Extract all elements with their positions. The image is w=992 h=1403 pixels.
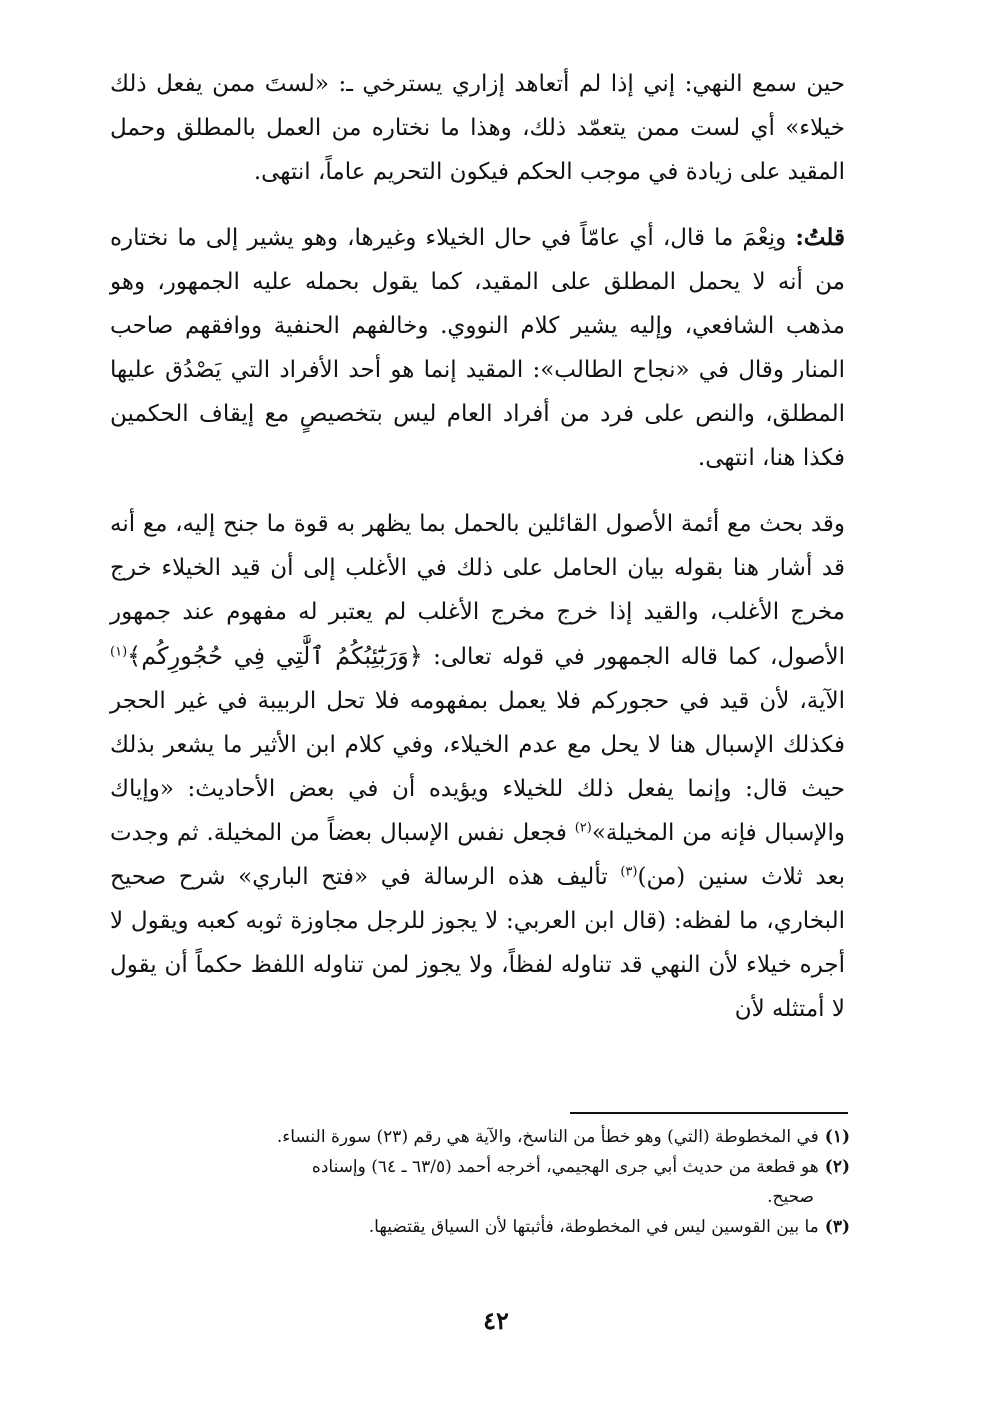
footnote-separator [570, 1112, 848, 1114]
footnote-1-number: (١) [824, 1127, 850, 1147]
footnote-ref-2: (٢) [574, 820, 592, 836]
paragraph-3-part-1: وقد بحث مع أئمة الأصول القائلين بالحمل بما يظهر به قوة ما جنح إليه، مع أنه قد أشار هنا بقوله بيان الحامل على ذلك في الأغلب إلى أن قيد الخيلاء خرج مخرج الأغلب، والقيد إذا خرج مخرج الأغلب لم يعتبر له مفهوم عند جمهور الأصول، كما قاله الجمهور في قوله تعالى: [110, 511, 845, 670]
paragraph-3-part-3: فجعل نفس الإسبال بعضاً من المخيلة. ثم وجدت بعد ثلاث سنين (من) [110, 820, 846, 890]
paragraph-1: حين سمع النهي: إني إذا لم أتعاهد إزاري يسترخي ـ: «لستَ ممن يفعل ذلك خيلاء» أي لست ممن يتعمّد ذلك، وهذا ما نختاره من العمل بالمطلق وحمل المقيد على زيادة في موجب الحكم فيكون التحريم عاماً، انتهى. [110, 71, 845, 185]
footnote-ref-1: (١) [110, 644, 128, 660]
footnote-1 [110, 1122, 850, 1152]
paragraph-2-lead: قلتُ: [795, 224, 845, 251]
quran-verse: ﴿وَرَبَٰٓئِبُكُمُ ٱلَّٰتِي فِي حُجُورِكُم﴾ [127, 642, 423, 670]
footnotes [110, 1122, 850, 1242]
page-number: ٤٢ [483, 1306, 509, 1335]
paragraph-3-part-4: تأليف هذه الرسالة في «فتح الباري» شرح صحيح البخاري، ما لفظه: (قال ابن العربي: لا يجوز للرجل مجاوزة ثوبه كعبه ويقول لا أجره خيلاء لأن النهي قد تناوله لفظاً، ولا يجوز لمن تناوله اللفظ حكماً أن يقول لا أمتثله لأن [110, 864, 845, 1022]
paragraph-2-text: ونِعْمَ ما قال، أي عامّاً في حال الخيلاء وغيرها، وهو يشير إلى ما نختاره من أنه لا يحمل المطلق على المقيد، كما يقول بحمله عليه الجمهور، وهو مذهب الشافعي، وإليه يشير كلام النووي. وخالفهم الحنفية ووافقهم صاحب المنار وقال في «نجاح الطالب»: المقيد إنما هو أحد الأفراد التي يَصْدُق عليها المطلق، والنص على فرد من أفراد العام ليس بتخصيصٍ مع إيقاف الحكمين فكذا هنا، انتهى. [110, 225, 845, 471]
footnote-2-text: هو قطعة من حديث أبي جرى الهجيمي، أخرجه أحمد (٦٣/٥ ـ ٦٤) وإسناده [311, 1157, 819, 1177]
footnote-2-number: (٢) [824, 1157, 850, 1177]
footnote-2 [110, 1152, 850, 1182]
paragraph-3-part-2: الآية، لأن قيد في حجوركم فلا يعمل بمفهومه فلا تحل الربيبة في غير الحجر فكذلك الإسبال هنا لا يحل مع عدم الخيلاء، وفي كلام ابن الأثير ما يشعر بذلك حيث قال: وإنما يفعل ذلك للخيلاء ويؤيده أن في بعض الأحاديث: «وإياك والإسبال فإنه من المخيلة» [110, 688, 845, 846]
footnote-3 [110, 1212, 850, 1242]
footnote-1-text: في المخطوطة (التي) وهو خطأ من الناسخ، والآية هي رقم (٢٣) سورة النساء. [276, 1127, 819, 1147]
paragraph-3 [110, 502, 845, 1031]
footnote-2-continuation: صحيح. [767, 1187, 814, 1207]
footnote-3-text: ما بين القوسين ليس في المخطوطة، فأثبتها لأن السياق يقتضيها. [368, 1217, 819, 1237]
paragraph-2 [110, 216, 845, 480]
main-text [110, 62, 845, 1031]
footnote-ref-3: (٣) [620, 864, 638, 880]
footnote-3-number: (٣) [824, 1217, 850, 1237]
